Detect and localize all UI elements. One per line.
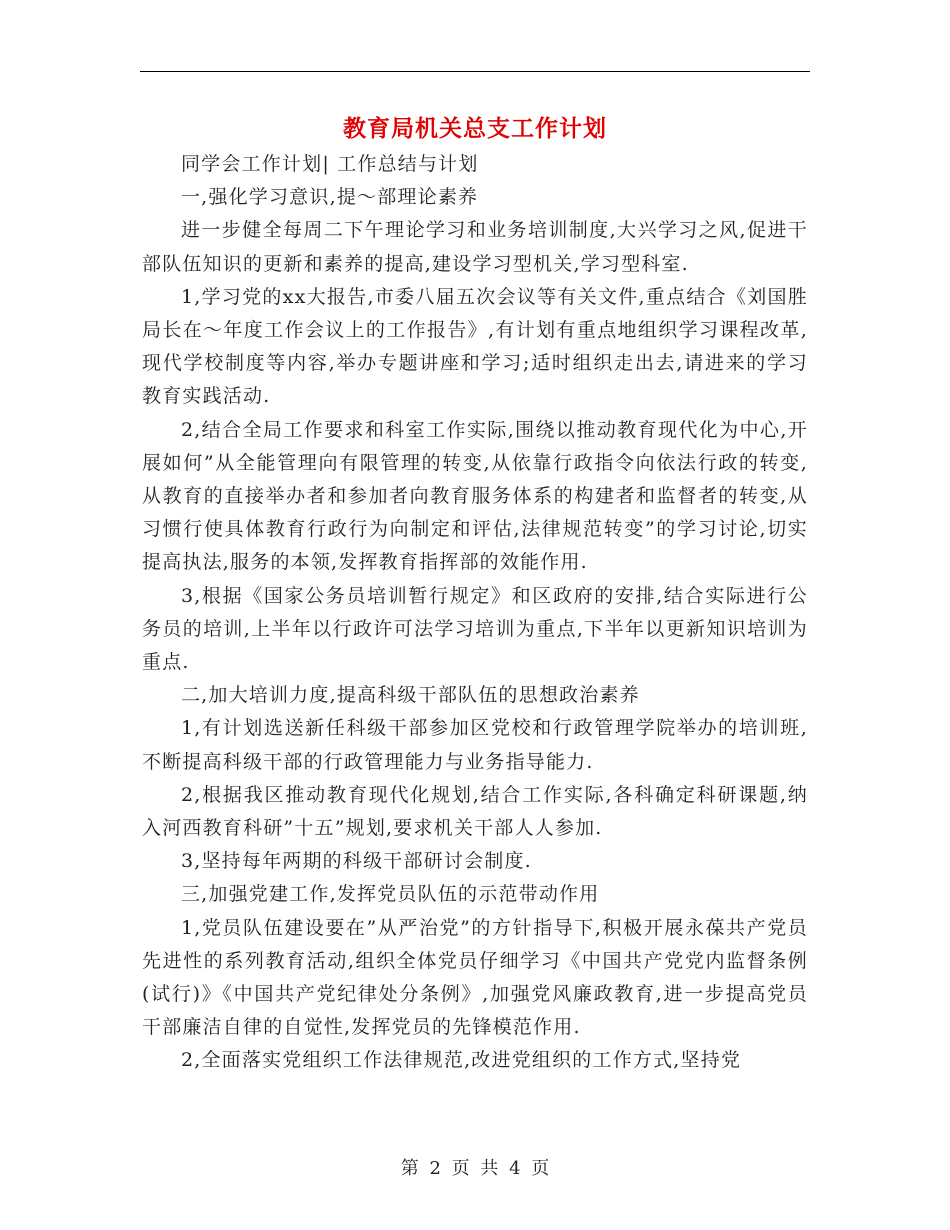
paragraph: 3,坚持每年两期的科级干部研讨会制度. [180,850,532,873]
document-body [142,148,808,1078]
section-heading: 二,加大培训力度,提高科级干部队伍的思想政治素养 [180,684,640,707]
paragraph: 2,全面落实党组织工作法律规范,改进党组织的工作方式,坚持党 [180,1049,742,1072]
paragraph: 3,根据《国家公务员培训暂行规定》和区政府的安排,结合实际进行公务员的培训,上半年以行政许可法学习培训为重点,下半年以更新知识培训为重点. [142,584,808,674]
paragraph: 进一步健全每周二下午理论学习和业务培训制度,大兴学习之风,促进干部队伍知识的更新和素养的提高,建设学习型机关,学习型科室. [142,219,808,275]
paragraph: 同学会工作计划| 工作总结与计划 [180,153,479,175]
page-indicator: 第 2 页 共 4 页 [400,1158,550,1179]
paragraph: 2,根据我区推动教育现代化规划,结合工作实际,各科确定科研课题,纳入河西教育科研”十五”规划,要求机关干部人人参加. [142,783,808,840]
header-rule [140,71,810,72]
section-heading: 一,强化学习意识,提～部理论素养 [180,186,479,209]
paragraph: 1,学习党的xx大报告,市委八届五次会议等有关文件,重点结合《刘国胜局长在～年度工作会议上的工作报告》,有计划有重点地组织学习课程改革,现代学校制度等内容,举办专题讲座和学习;适时组织走出去,请进来的学习教育实践活动. [142,285,808,408]
document-title: 教育局机关总支工作计划 [343,115,607,142]
paragraph: 1,有计划选送新任科级干部参加区党校和行政管理学院举办的培训班,不断提高科级干部的行政管理能力与业务指导能力. [142,717,808,773]
paragraph: 1,党员队伍建设要在”从严治党”的方针指导下,积极开展永葆共产党员先进性的系列教育活动,组织全体党员仔细学习《中国共产党党内监督条例(试行)》《中国共产党纪律处分条例》,加强党风廉政教育,进一步提高党员干部廉洁自律的自觉性,发挥党员的先锋模范作用. [142,916,808,1039]
section-heading: 三,加强党建工作,发挥党员队伍的示范带动作用 [180,883,600,906]
paragraph: 2,结合全局工作要求和科室工作实际,围绕以推动教育现代化为中心,开展如何”从全能管理向有限管理的转变,从依靠行政指令向依法行政的转变,从教育的直接举办者和参加者向教育服务体系的构建者和监督者的转变,从习惯行使具体教育行政行为向制定和评估,法律规范转变”的学习讨论,切实提高执法,服务的本领,发挥教育指挥部的效能作用. [142,418,808,574]
